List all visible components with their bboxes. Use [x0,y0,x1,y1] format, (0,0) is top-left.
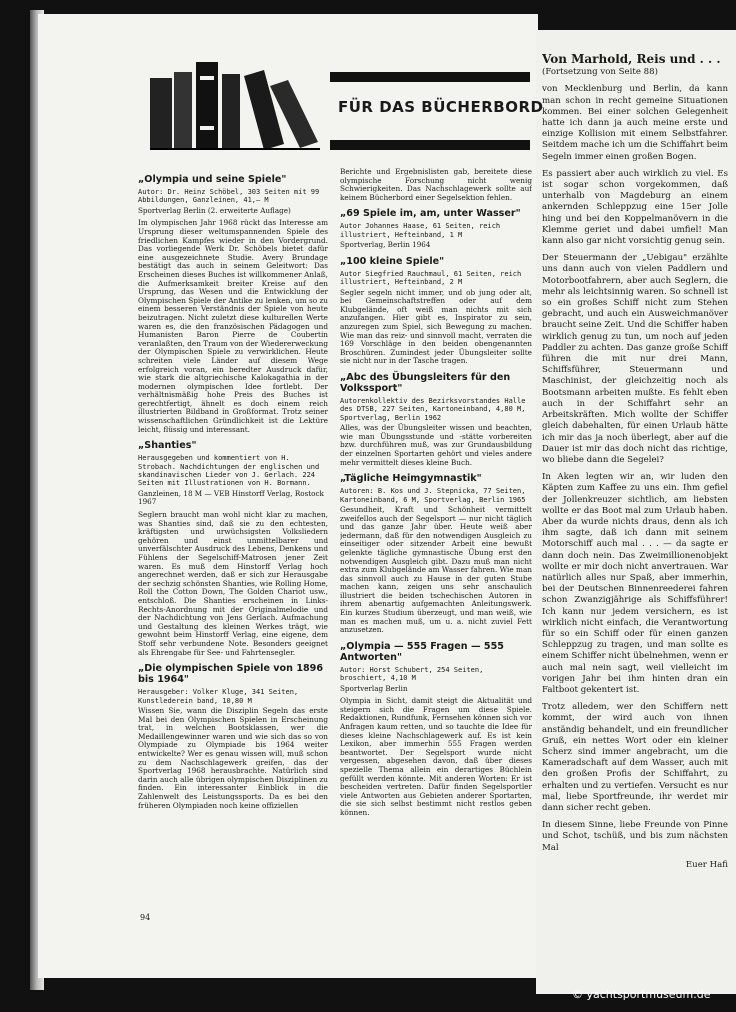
review-title: „Abc des Übungsleiters für den Volkssport" [340,371,511,394]
review-body: Alles, was der Übungsleiter wissen und beachten, wie man Übungsstunde und -stätte vorbereiten bzw. durchführen muß, was zur Grundausbildung der einzelnen Sportarten gehört und vieles andere mehr vermittelt dieses kleine Buch. [340,423,532,467]
review-title: „Die olympischen Spiele von 1896 bis 1964" [138,663,324,686]
review-body: Berichte und Ergebnislisten gab, bereitete diese olympische Forschung nicht wenig Schwierigkeiten. Das Nachschlagewerk sollte auf keinem Bücherbord einer Segelsektion fehlen. [340,168,532,202]
review-body: Wissen Sie, wann die Disziplin Segeln das erste Mal bei den Olympischen Spielen in Erscheinung trat, in welchen Bootsklassen, wer die Medaillengewinner waren und wie sich das so von Olympiade zu Olympiade bis 1964 weiter entwickelte? Wer es genau wissen will, muß schon zu dem Nachschlagewerk greifen, das der Sportverlag 1968 herausbrachte. Natürlich sind darin auch alle übrigen olympischen Disziplinen zu finden. Ein interessanter Einblick in die Zahlenwelt des Leistungssports. Da es bei den früheren Olympiaden noch keine offiziellen [138,705,328,810]
article-column [542,54,728,934]
article-paragraph: von Mecklenburg und Berlin, da kann man schon in recht gemeine Situationen kommen. Bei einer solchen Gelegenheit hatte ich dann ja auch meine erste und einzige Kollision mit einem Selbstfahrer. Seitdem mache ich um die Schiffahrt beim Segeln immer einen großen Bogen. [542,84,728,162]
review-meta: Autor: Horst Schubert, 254 Seiten, broschiert, 4,10 M [340,665,484,683]
review-column-1 [138,168,328,958]
review-body: Olympia in Sicht, damit steigt die Aktualität und steigern sich die Fragen um diese Spiele. Redaktionen, Rundfunk, Fernsehen können sich vor Anfragen kaum retten, und so tauchte die Idee für dieses kleine Nachschlagewerk auf. Es ist kein Lexikon, aber immerhin 555 Fragen werden beantwortet. Der Segelsport wurde nicht vergessen, abgesehen davon, daß über dieses spezielle Thema allein ein derartiges Büchlein gefüllt werden könnte. Mit anderen Worten: Er ist bescheiden vertreten. Dafür finden Segelsportler viele Antworten aus Gebieten anderer Sportarten, die sie sich selbst bestimmt nicht restlos geben können. [340,696,532,817]
review-meta: Herausgegeben und kommentiert von H. Strobach. Nachdichtungen der englischen und skandinavischen Lieder von J. Gerlach. 224 Seiten mit Illustrationen von H. Bormann. [138,454,320,488]
article-paragraph: In Aken legten wir an, wir luden den Käpten zum Kaffee zu uns ein. Ihm gefiel der Jollenkreuzer sichtlich, am liebsten wollte er das Boot mal zum Urlaub haben. Aber da wurde nichts draus, denn als ich ihm sagte, daß ich dann mit seinem Motorschiff auch mal . . . — da sagte er dann doch nein. Das Zweimillionenobjekt wollte er mir doch nicht anvertrauen. War natürlich alles nur Spaß, aber immerhin, bei der Deutschen Binnenreederei fahren schon Zwanzigjährige als Schiffsführer! Ich kann nur jedem versichern, es ist wirklich nicht einfach, die Verantwortung für so ein Schiff oder für einen ganzen Schleppzug zu tragen, und man sollte es einem Schiffer nicht übelnehmen, wenn er auch mal nein sagt, weil vielleicht im vorigen Jahr bei ihm hinten dran ein Faltboot gekentert ist. [542,472,728,695]
review-body: Seglern braucht man wohl nicht klar zu machen, was Shanties sind, daß sie zu den echtesten, kräftigsten und urwüchsigsten Volksliedern gehören und einst unmittelbarer und unverfälschter Ausdruck des Lebens, Denkens und Fühlens der Segelschiff-Matrosen jener Zeit waren. Es muß dem Hinstorff Verlag hoch angerechnet werden, daß er sich zur Herausgabe der sechzig schönsten Shanties, wie Rolling Home, Roll the Cotton Down, The Golden Chariot usw., entschloß. Die Shanties erscheinen in Links-Rechts-Anordnung mit der Originalmelodie und der Nachdichtung von Jens Gerlach. Aufmachung und Gestaltung des kleinen Werkes trägt, wie gewohnt beim Hinstorff Verlag, eine eigene, dem Stoff sehr verbundene Note. Besonders geeignet als Ehrengabe für See- und Fahrtensegler. [138,510,328,657]
review-title: „Shanties" [138,440,197,452]
review-title: „100 kleine Spiele" [340,255,445,267]
header-bar-bottom [330,140,530,150]
review-title: „Olympia — 555 Fragen — 555 Antworten" [340,640,504,663]
review-title: „69 Spiele im, am, unter Wasser" [340,208,521,220]
article-paragraph: Trotz alledem, wer den Schiffern nett kommt, der wird auch von ihnen anständig behandelt, und ein freundlicher Gruß, ein nettes Wort oder ein kleiner Scherz sind immer angebracht, um die Kameradschaft auf dem Wasser, auch mit den großen Profis der Schiffahrt, zu erhalten und zu vertiefen. Versucht es nur mal, liebe Sportfreunde, ihr werdet mir dann sicher recht geben. [542,702,728,813]
review-item [340,208,532,249]
review-publisher: Sportverlag, Berlin 1964 [340,240,431,250]
review-item [340,473,532,635]
review-publisher: Sportverlag Berlin [340,683,408,693]
review-body: Im olympischen Jahr 1968 rückt das Interesse am Ursprung dieser weltumspannenden Spiele des friedlichen Kampfes wieder in den Vordergrund. Das vorliegende Werk Dr. Schöbels bietet dafür eine ausgezeichnete Studie. Avery Brundage bestätigt das auch in seinem Geleitwort: Das Erscheinen dieses Buches ist willkommener Anlaß, die Aufmerksamkeit breiter Kreise auf den Ursprung, das Wesen und die Entwicklung der Olympischen Spiele der Antike zu lenken, um so zu einem besseren Verständnis der Spiele von heute beizutragen. Nicht zuletzt diese kulturellen Werte waren es, die den französischen Pädagogen und Humanisten Baron Pierre de Coubertin veranlaßten, den Traum von der Wiedererweckung der Olympischen Spiele zu verwirklichen. Heute schreiten viele Länder auf diesem Wege erfolgreich voran, ein beredter Ausdruck dafür, wie stark die altgriechische Kalokagathia in der modernen olympischen Idee fortlebt. Der verhältnismäßig hohe Preis des Buches ist gerechtfertigt, ähnelt es doch einem reich illustrierten Bildband in Großformat. Trotz seiner wissenschaftlichen Gründlichkeit ist die Lektüre leicht, flüssig und interessant. [138,218,328,434]
review-item [138,174,328,434]
review-title: „Tägliche Heimgymnastik" [340,473,482,485]
review-publisher: Sportverlag Berlin (2. erweiterte Auflage) [138,205,291,215]
header-bar-top [330,72,530,82]
article-paragraph: Es passiert aber auch wirklich zu viel. Es ist sogar schon vorgekommen, daß unterhalb von Magdeburg an einem ankernden Schleppzug eine 15er Jolle hing und bei den Koppelmanövern in die Klemme geriet und dabei umfiel! Man kann also gar nicht vorsichtig genug sein. [542,168,728,247]
review-meta: Autor Johannes Haase, 61 Seiten, reich illustriert, Hefteinband, 1 M [340,222,501,239]
section-title: FÜR DAS BÜCHERBORD [338,98,544,116]
review-item [340,372,532,467]
review-body: Segler segeln nicht immer, und ob jung oder alt, bei Gemeinschaftstreffen oder auf dem Klubgelände, oft weiß man nichts mit sich anzufangen. Hier gibt es, Inspirator zu sein, anzuregen zum Spiel, sich Bewegung zu machen. Wie man das reiz- und sinnvoll macht, verraten die 169 Vorschläge in den beiden obengenannten Broschüren. Zumindest jeder Übungsleiter sollte sie nicht nur in der Tasche tragen. [340,287,532,366]
article-paragraph: In diesem Sinne, liebe Freunde von Pinne und Schot, tschüß, und bis zum nächsten Mal [542,820,728,853]
review-meta: Autor: Dr. Heinz Schöbel, 303 Seiten mit 99 Abbildungen, Ganzleinen, 41,– M [138,188,320,205]
review-publisher: Ganzleinen, 18 M — VEB Hinstorff Verlag, Rostock 1967 [138,488,324,507]
continuation-note: (Fortsetzung von Seite 88) [542,67,658,78]
review-meta: Autoren: B. Kos und J. Stepnicka, 77 Seiten, Kartoneinband, 6 M, Sportverlag, Berlin 1965 [340,487,526,504]
books-icon [148,56,320,152]
review-meta: Herausgeber: Volker Kluge, 341 Seiten, Kunstlederein band, 10,80 M [138,688,299,705]
review-meta: Autorenkollektiv des Bezirksvorstandes Halle des DTSB, 227 Seiten, Kartoneinband, 4,80 M, Sportverlag, Berlin 1962 [340,396,526,422]
article-paragraph: Der Steuermann der „Uebigau" erzählte uns dann auch von vielen Paddlern und Motorbootfahrern, aber auch Seglern, die mehr als leichtsinnig waren. So schnell ist so ein großes Schiff nicht zum Stehen gebracht, und auch ein Ausweichmanöver braucht seine Zeit. Und die Schiffer haben wirklich genug zu tun, um noch auf jeden Paddler zu achten. Das ganze große Schiff führen die mit nur drei Mann, Schiffsführer, Steuermann und Maschinist, der gleichzeitig noch als Bootsmann arbeiten mußte. Es fehlt eben auch in der Schiffahrt sehr an Arbeitskräften. Mich wollte der Schiffer gleich dabehalten, für einen Urlaub hätte ich mir das ja noch überlegt, aber auf die Dauer ist mir das doch nicht das richtige, wo bliebe dann die Segelei? [542,253,728,465]
watermark: © yachtsportmuseum.de [572,988,711,1001]
review-title: „Olympia und seine Spiele" [138,174,287,185]
review-column-2 [340,168,532,908]
review-item [138,440,328,657]
review-item [340,641,532,818]
page-number: 94 [140,913,151,922]
review-item [340,256,532,366]
review-body: Gesundheit, Kraft und Schönheit vermittelt zweifellos auch der Segelsport — nur nicht täglich und das ganze Jahr über. Heute weiß aber jedermann, daß für den notwendigen Ausgleich zu einseitiger oder sitzender Arbeit eine bewußt gelenkte tägliche gymnastische Übung erst den notwendigen Ausgleich gibt. Dazu muß man nicht extra zum Klubgelände am Wasser fahren. Wie man das sinnvoll auch zu Hause in der guten Stube machen kann, zeigen uns sehr anschaulich illustriert die beiden tschechischen Autoren in ihrem abenartig aufgemachten Anleitungswerk. Ein kurzes Studium überzeugt, und man weiß, wie man es machen muß, um u. a. nicht zuviel Fett anzusetzen. [340,504,532,635]
article-title: Von Marhold, Reis und . . . [542,54,721,66]
article-signature: Euer Hafi [685,859,728,870]
review-item [138,663,328,810]
review-meta: Autor Siegfried Rauchmaul, 61 Seiten, reich illustriert, Hefteinband, 2 M [340,269,522,287]
